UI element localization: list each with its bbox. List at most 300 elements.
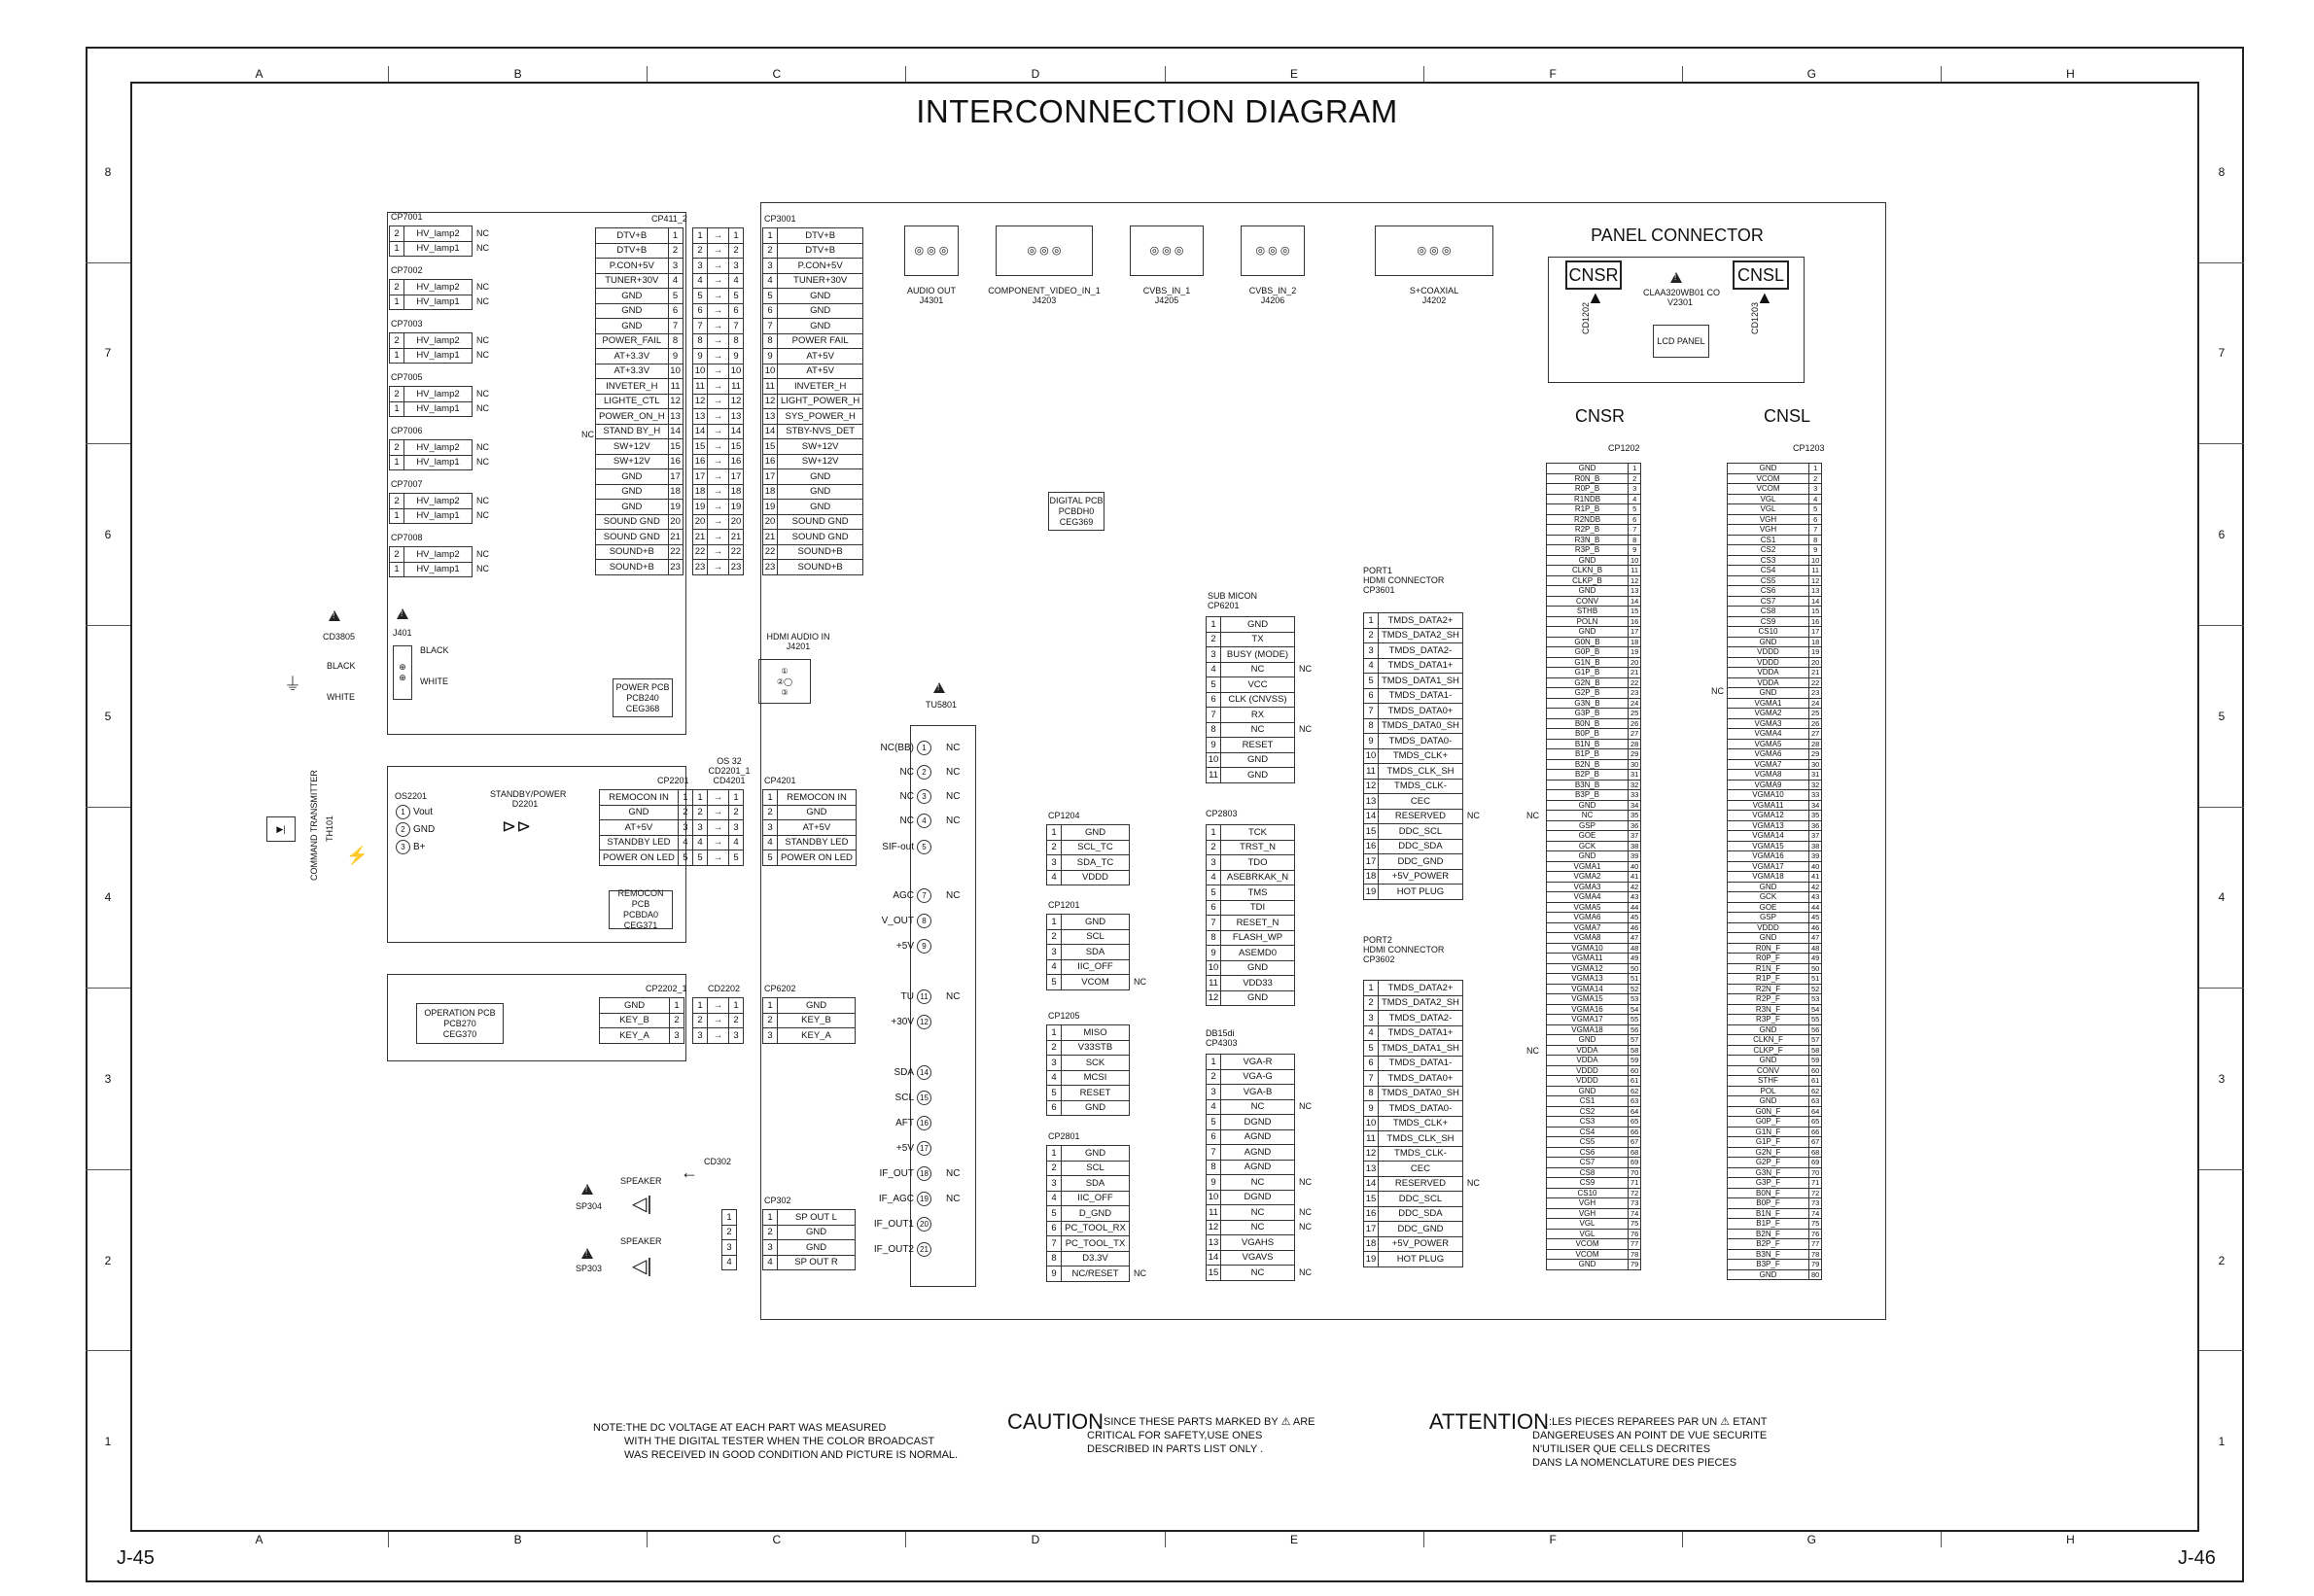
pin-number: 16 [729,454,744,469]
pin-signal: POLN [1547,616,1629,627]
power-pcb-code: CEG368 [625,703,660,713]
pin-number: 4 [1207,870,1221,885]
cp411-connector [595,227,684,575]
pin-signal: NC/RESET [1062,1266,1130,1282]
cd1203-label: CD1203 [1750,301,1760,334]
pin-number: 14 [668,424,683,439]
cp1203-connector-row [1728,709,1822,719]
pin-number: 58 [1809,1045,1822,1056]
cp1202-connector-row [1547,677,1641,688]
pin-number: 15 [1809,607,1822,617]
pin-signal: LIGHT_POWER_H [778,394,863,409]
pin-signal: GND [1547,1035,1629,1046]
cp1202-connector-row [1547,1260,1641,1270]
jack-ref: J4301 [919,295,944,305]
cp3001-label: CP3001 [764,214,796,224]
hv-connector-7-row [390,562,493,577]
cp1203-connector-row [1728,627,1822,638]
column-ruler-top [130,66,2199,82]
pin-signal: +5V_POWER [1379,869,1463,885]
pin-number: 1 [763,228,778,244]
jack-label [1346,286,1523,305]
pin-number: 2 [693,805,708,820]
pin-number: 7 [1207,916,1221,931]
pin-signal: B0P_F [1728,1198,1809,1209]
pin-circle: 17 [917,1141,931,1156]
hv-connector-6 [389,493,493,524]
tuner-pin-name: IF_OUT [879,1167,914,1179]
pin-number: 7 [668,319,683,334]
column-marker: A [255,67,263,81]
pin-number: 12 [1364,779,1379,794]
pin-number: 4 [729,273,744,289]
cp1203-connector-row [1728,892,1822,903]
nc-label [1462,1025,1483,1041]
pin-signal: VGMA12 [1728,811,1809,821]
cp1202-connector-row [1547,1086,1641,1096]
hdmi-port1-connector-row [1364,674,1484,689]
arrow-cell: → [708,259,729,274]
hdmi-port2-connector-row [1364,1236,1484,1252]
panel-ref: V2301 [1666,297,1694,307]
tuner-pin [856,883,960,908]
pin-signal: R1N_F [1728,963,1809,974]
hv-connector-label: CP7001 [391,212,423,222]
port1-ref: CP3601 [1363,585,1395,595]
pin-number: 12 [1207,990,1221,1006]
pin-signal: IIC_OFF [1062,959,1130,975]
power-cable-row [693,243,744,259]
jack-name: CVBS_IN_1 [1142,286,1191,295]
pin-signal: CS10 [1728,627,1809,638]
pin-signal: TMDS_CLK- [1379,1146,1463,1162]
pin-signal: AGND [1221,1145,1295,1161]
pin-signal: GND [1728,464,1809,474]
cp4303-connector-row [1207,1069,1315,1085]
pin-signal: SW+12V [778,454,863,469]
nc-label: NC [476,457,489,468]
tuner-pin [856,933,946,958]
cp2201-connector-row [600,850,693,866]
pin-signal: B1P_F [1728,1219,1809,1230]
cp1201-connector-row [1047,975,1150,990]
cp411-connector-row [596,243,684,259]
cp1202-connector-row [1547,1096,1641,1107]
pin-signal: GND [1547,586,1629,597]
pin-number: 61 [1629,1076,1641,1087]
pin-signal: GND [596,303,669,319]
pin-signal: R1P_B [1547,504,1629,515]
row-ruler-right [2199,82,2244,1532]
cp1202-connector-row [1547,1219,1641,1230]
pin-number: 56 [1629,1024,1641,1035]
cp4303-connector-row [1207,1266,1315,1281]
cp411-connector-row [596,289,684,304]
pin-signal: VGMA15 [1547,994,1629,1005]
nc-label [1130,1161,1150,1176]
pin-number: 36 [1809,820,1822,831]
tuner-pin-name: NC [899,766,914,778]
pin-number: 17 [1364,854,1379,870]
warning-icon [581,1184,593,1195]
pin-number: 1 [1207,1055,1221,1070]
pin-name: GND [413,823,436,835]
pin-number: 9 [729,349,744,364]
pin-signal: DTV+B [596,228,669,244]
cp1202-connector-row [1547,464,1641,474]
pin-number: 45 [1629,913,1641,923]
pin-signal: GND [596,319,669,334]
pin-number: 24 [1629,698,1641,709]
cp1202-connector-row [1547,607,1641,617]
jack-ref: J4203 [1032,295,1057,305]
cp6201-connector-row [1207,662,1315,677]
cp411-connector-row [596,439,684,455]
pin-signal: NC [1221,722,1295,738]
cp411-connector-row [596,303,684,319]
pin-signal: VGMA5 [1547,902,1629,913]
tuner-pin-name: AFT [895,1117,914,1128]
column-marker: G [1682,1532,1941,1547]
column-marker: F [1423,1532,1682,1547]
cp1202-connector-row [1547,494,1641,504]
power-cable-row [693,379,744,395]
pin-name: B+ [413,841,426,852]
arrow-cell: → [708,544,729,560]
attention-line-1: :LES PIECES REPAREES PAR UN [1549,1416,1718,1428]
cp1203-connector-row [1728,637,1822,647]
cp1202-connector-row [1547,1045,1641,1056]
pin-signal: AGND [1221,1129,1295,1145]
pin-signal: GSP [1547,820,1629,831]
pin-number: 6 [1207,692,1221,708]
caution-line-3: DESCRIBED IN PARTS LIST ONLY . [1087,1443,1264,1456]
jack-ref: J4205 [1154,295,1179,305]
pin-signal: P.CON+5V [778,259,863,274]
pin-signal: B2N_F [1728,1229,1809,1239]
pin-signal: B3N_F [1728,1249,1809,1260]
pin-number: 6 [668,303,683,319]
nc-label: NC [1299,1176,1312,1187]
cp1202-connector-row [1547,535,1641,545]
cp4303-connector-row [1207,1129,1315,1145]
pin-number: 58 [1629,1045,1641,1056]
pin-signal: DTV+B [778,228,863,244]
pin-number: 3 [1207,647,1221,663]
pin-number: 9 [1364,734,1379,749]
pin-signal: TMDS_CLK+ [1379,1116,1463,1131]
cp1202-connector-row [1547,668,1641,678]
pin-signal: CLKP_B [1547,575,1629,586]
pin-signal: VDDD [1728,657,1809,668]
pin-number: 1 [1047,825,1062,841]
nc-label: NC [946,889,961,901]
cp1203-connector-row [1728,1004,1822,1015]
pin-number: 3 [668,259,683,274]
hv-connector-label: CP7003 [391,319,423,329]
pin-number: 13 [1364,794,1379,810]
pin-number: 2 [722,1225,737,1240]
cp1203-connector-row [1728,1117,1822,1128]
cp1203-connector-row [1728,1024,1822,1035]
th101-label: TH101 [325,815,334,842]
pin-number: 8 [729,333,744,349]
pin-number: 29 [1809,749,1822,760]
pin-number: 8 [693,333,708,349]
pin-signal: VGMA14 [1547,984,1629,994]
nc-label: NC [476,350,489,361]
pin-number: 5 [1364,1041,1379,1057]
pin-signal: AGND [1221,1160,1295,1175]
power-cable-row [693,454,744,469]
pin-signal: G1P_F [1728,1137,1809,1148]
hdmi-port1-connector-row [1364,628,1484,643]
pin-number: 3 [670,1028,684,1044]
pin-signal: GND [596,500,669,515]
port2-ref: CP3602 [1363,954,1395,964]
pin-number: 33 [1809,790,1822,801]
pin-signal: GND [1221,768,1295,783]
pin-circle: 2 [396,822,410,837]
pin-number: 13 [763,409,778,425]
nc-label [1295,617,1315,633]
power-cable-row [693,544,744,560]
nc-label [1462,779,1483,794]
pin-signal: CS2 [1547,1106,1629,1117]
cp1203-connector-row [1728,831,1822,842]
pin-signal: CS3 [1547,1117,1629,1128]
pin-signal: AT+5V [778,820,857,836]
pin-signal: HOT PLUG [1379,885,1463,900]
hdmi-port2-connector-row [1364,995,1484,1011]
cp4303-connector-row [1207,1115,1315,1130]
pin-number: 17 [1629,627,1641,638]
pin-number: 76 [1629,1229,1641,1239]
jack-name: AUDIO OUT [906,286,956,295]
pin-signal: SW+12V [778,439,863,455]
page-title: INTERCONNECTION DIAGRAM [916,93,1398,129]
pin-signal: HV_lamp2 [404,547,473,563]
pin-number: 9 [1207,1175,1221,1191]
pin-number: 2 [390,226,404,242]
cp1203-connector-row [1728,1178,1822,1189]
hv-connector-6-row [390,494,493,509]
pin-number: 27 [1629,729,1641,740]
pin-signal: B1N_F [1728,1208,1809,1219]
pin-number: 22 [668,544,683,560]
pin-number: 51 [1629,974,1641,985]
pin-signal: GSP [1728,913,1809,923]
cp2803-connector-row [1207,900,1295,916]
pin-number: 63 [1809,1096,1822,1107]
pin-number: 4 [763,835,778,850]
pin-signal: B0P_B [1547,729,1629,740]
cp2202-connector-row [600,1013,684,1028]
operation-pcb-box [416,1003,504,1044]
pin-signal: GND [596,289,669,304]
cp1202-connector-row [1547,861,1641,872]
pin-number: 3 [763,259,778,274]
hv-connector-2-row [390,295,493,310]
cp1203-connector-row [1728,473,1822,484]
remocon-pcb-box [609,890,673,929]
tuner-pin-name: SDA [894,1066,914,1078]
sp304-label: SP304 [576,1201,603,1211]
cp1205-connector-row [1047,1040,1130,1056]
cp1202-connector-row [1547,709,1641,719]
cp1203-connector-row [1728,1239,1822,1250]
pin-number: 26 [1809,718,1822,729]
cp1202-connector-row [1547,790,1641,801]
pin-signal: HV_lamp1 [404,401,473,417]
cp1203-connector-row [1728,504,1822,515]
pin-signal: CS8 [1728,607,1809,617]
cp3001-connector-row [763,319,863,334]
nc-label: NC [1299,724,1312,735]
led-icon: ⊳⊳ [502,816,532,836]
nc-label: NC [1299,1222,1312,1232]
cp1204-label: CP1204 [1048,811,1080,820]
cp3001-connector-row [763,514,863,530]
pin-number: 23 [668,560,683,575]
attention-line-2: DANGEREUSES AN POINT DE VUE SECURITE [1532,1430,1768,1442]
pin-number: 1 [763,998,778,1014]
nc-label [1462,704,1483,719]
cp302-connector [762,1209,856,1270]
arrow-cell: → [708,998,729,1014]
pin-signal: GND [778,998,856,1014]
pin-number: 20 [693,514,708,530]
pin-number: 1 [729,790,744,806]
pin-number: 9 [1207,946,1221,961]
nc-label: NC [476,564,489,574]
cnsl-box: CNSL [1733,260,1789,290]
pin-signal: CS3 [1728,555,1809,566]
pin-signal: G0P_F [1728,1117,1809,1128]
pin-signal: RESET [1062,1086,1130,1101]
pin-signal: VGA-R [1221,1055,1295,1070]
pin-number: 1 [390,508,404,524]
pin-signal: GND [778,303,863,319]
warning-icon: ⚠ [1280,1416,1291,1428]
cp4201-connector-row [763,805,857,820]
power-cable-row [693,500,744,515]
pin-number: 1 [763,790,778,806]
cp1202-connector-row [1547,1117,1641,1128]
tuner-pin [856,759,960,784]
pin-number: 3 [1207,855,1221,871]
pin-number: 43 [1629,892,1641,903]
cp411-connector-row [596,394,684,409]
nc-label: NC [1134,976,1146,987]
pin-signal: VCC [1221,677,1295,693]
pin-signal: VDDA [1728,668,1809,678]
cp1202-connector-row [1547,586,1641,597]
cp1203-connector-row [1728,1188,1822,1198]
pin-signal: POWER_ON_H [596,409,669,425]
key-cable [692,997,744,1044]
pin-number: 15 [693,439,708,455]
cp2201-connector-row [600,820,693,836]
nc-label [1295,1190,1315,1205]
jack-label [1211,286,1334,305]
lcd-panel-box: LCD PANEL [1653,325,1709,358]
pin-signal: GCK [1728,892,1809,903]
cp1203-label: CP1203 [1793,443,1825,453]
tuner-pin-name: IF_AGC [878,1193,914,1204]
pin-number: 62 [1629,1086,1641,1096]
pin-signal: VGMA18 [1547,1024,1629,1035]
pin-signal: TUNER+30V [778,273,863,289]
pin-number: 10 [1207,1190,1221,1205]
pin-number: 13 [693,409,708,425]
pin-signal: NC [1221,1266,1295,1281]
cp1202-connector-row [1547,780,1641,790]
cp411-connector-row [596,500,684,515]
pin-number: 4 [1207,1099,1221,1115]
cp6201-connector-row [1207,738,1315,753]
pin-number: 8 [1629,535,1641,545]
hv-connector-label: CP7007 [391,479,423,489]
pin-number: 8 [1809,535,1822,545]
hv-connector-label: CP7002 [391,265,423,275]
pin-signal: DGND [1221,1115,1295,1130]
cp1202-connector-row [1547,749,1641,760]
cp1203-connector-row [1728,841,1822,851]
cnsr-box: CNSR [1565,260,1622,290]
key-cable-row [693,1028,744,1044]
pin-number: 20 [729,514,744,530]
pin-number: 1 [1364,613,1379,629]
pin-signal: SP OUT R [778,1255,856,1270]
pin-number: 1 [722,1210,737,1226]
pin-number: 2 [763,243,778,259]
cp1202-connector-row [1547,1076,1641,1087]
pin-number: 40 [1809,861,1822,872]
warning-icon [581,1248,593,1259]
pin-signal: VDDD [1728,647,1809,658]
nc-label: NC [581,430,594,439]
pin-number: 5 [693,289,708,304]
cp302-label: CP302 [764,1196,791,1205]
pin-signal: R2P_B [1547,525,1629,536]
pin-number: 75 [1809,1219,1822,1230]
pin-signal: SW+12V [596,454,669,469]
tuner-pin [856,1211,946,1236]
pin-number: 42 [1629,882,1641,892]
operation-pcb-name: OPERATION PCB [424,1007,496,1018]
pin-number: 3 [763,1240,778,1256]
pin-number: 54 [1629,1004,1641,1015]
pin-number: 5 [729,289,744,304]
pin-circle: 14 [917,1065,931,1080]
nc-label: NC [946,790,961,802]
cp1203-connector-row [1728,586,1822,597]
hdmi-port2-connector-row [1364,1146,1484,1162]
cp1203-connector-row [1728,963,1822,974]
hdmi-port2-connector-row [1364,981,1484,996]
cp1203-connector-row [1728,994,1822,1005]
cp302-connector-row [763,1210,856,1226]
pin-signal: G1N_F [1728,1127,1809,1137]
pin-circle: 11 [917,989,931,1004]
pin-signal: TMDS_CLK_SH [1379,1131,1463,1147]
cp1202-connector-row [1547,902,1641,913]
pin-number: 2 [1364,995,1379,1011]
cp411-connector-row [596,228,684,244]
pin-signal: CS1 [1728,535,1809,545]
pin-number: 1 [1047,1025,1062,1041]
